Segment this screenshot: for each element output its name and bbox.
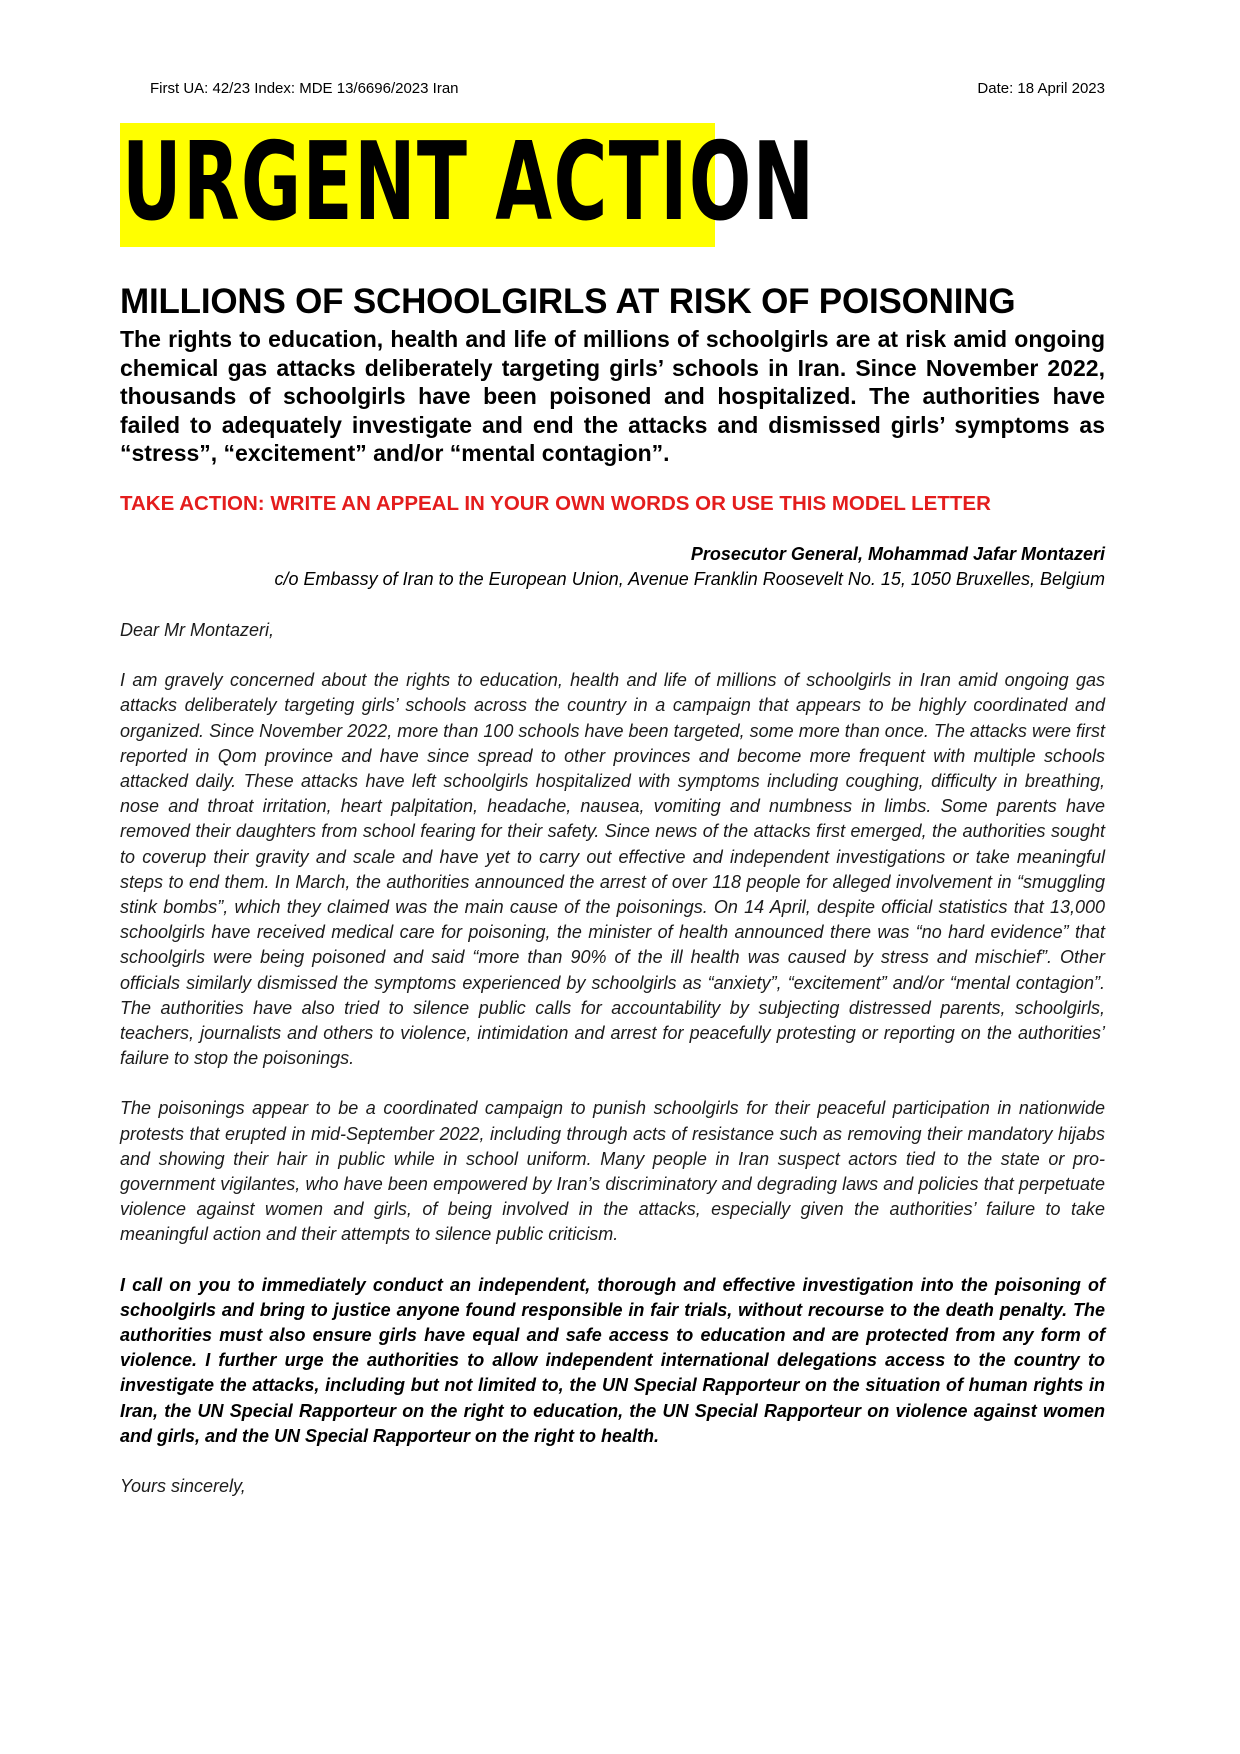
- letter-paragraph: I am gravely concerned about the rights to education, health and life of millions of schoolgirls in Iran amid ongoing gas attacks deliberately targeting girls’ schools across the country in a campaign that appears to be highly coordinated and organized. Since November 2022, more than 100 schools have been targeted, some more than once. The attacks were first reported in Qom province and have since spread to other provinces and become more frequent with multiple schools attacked daily. These attacks have left schoolgirls hospitalized with symptoms including coughing, difficulty in breathing, nose and throat irritation, heart palpitation, headache, nausea, vomiting and numbness in limbs. Some parents have removed their daughters from school fearing for their safety. Since news of the attacks first emerged, the authorities sought to coverup their gravity and scale and have yet to carry out effective and independent investigations or take meaningful steps to end them. In March, the authorities announced the arrest of over 118 people for alleged involvement in “smuggling stink bombs”, which they claimed was the main cause of the poisonings. On 14 April, despite official statistics that 13,000 schoolgirls have received medical care for poisoning, the minister of health announced there was “no hard evidence” that schoolgirls were being poisoned and said “more than 90% of the ill health was caused by stress and mischief”. Other officials similarly dismissed the symptoms experienced by schoolgirls as “anxiety”, “excitement” and/or “mental contagion”. The authorities have also tried to silence public calls for accountability by subjecting distressed parents, schoolgirls, teachers, journalists and others to violence, intimidation and arrest for peacefully protesting or reporting on the authorities’ failure to stop the poisonings.: [120, 670, 1105, 1069]
- letter-demands-paragraph: I call on you to immediately conduct an independent, thorough and effective investigation into the poisoning of schoolgirls and bring to justice anyone found responsible in fair trials, without recourse to the death penalty. The authorities must also ensure girls have equal and safe access to education and are protected from any form of violence. I further urge the authorities to allow independent international delegations access to the country to investigate the attacks, including but not limited to, the UN Special Rapporteur on the situation of human rights in Iran, the UN Special Rapporteur on the right to education, the UN Special Rapporteur on violence against women and girls, and the UN Special Rapporteur on the right to health.: [120, 1274, 1105, 1446]
- document-index: First UA: 42/23 Index: MDE 13/6696/2023 Iran: [150, 80, 459, 97]
- addressee-block: [275, 542, 1105, 592]
- document-date: Date: 18 April 2023: [977, 80, 1105, 97]
- take-action-heading: TAKE ACTION: WRITE AN APPEAL IN YOUR OWN WORDS OR USE THIS MODEL LETTER: [120, 492, 991, 515]
- model-letter: [120, 618, 1105, 1499]
- document-header: [150, 80, 1105, 97]
- urgent-action-banner: [120, 120, 816, 247]
- letter-paragraph: The poisonings appear to be a coordinated campaign to punish schoolgirls for their peaceful participation in nationwide protests that erupted in mid-September 2022, including through acts of resistance such as removing their mandatory hijabs and showing their hair in public while in school uniform. Many people in Iran suspect actors tied to the state or pro-government vigilantes, who have been empowered by Iran’s discriminatory and degrading laws and policies that perpetuate violence against women and girls, of being involved in the attacks, especially given the authorities’ failure to take meaningful action and their attempts to silence public criticism.: [120, 1098, 1105, 1245]
- letter-closing: Yours sincerely,: [120, 1476, 246, 1497]
- addressee-address: c/o Embassy of Iran to the European Union, Avenue Franklin Roosevelt No. 15, 1050 Bruxelles, Belgium: [274, 569, 1105, 589]
- summary: The rights to education, health and life of millions of schoolgirls are at risk amid ongoing chemical gas attacks deliberately targeting girls’ schools in Iran. Since November 2022, thousands of schoolgirls have been poisoned and hospitalized. The authorities have failed to adequately investigate and end the attacks and dismissed girls’ symptoms as “stress”, “excitement” and/or “mental contagion”.: [120, 326, 1105, 466]
- letter-salutation: Dear Mr Montazeri,: [120, 620, 275, 640]
- addressee-name: Prosecutor General, Mohammad Jafar Montazeri: [690, 544, 1105, 564]
- urgent-action-title: URGENT ACTION: [122, 120, 816, 245]
- headline: MILLIONS OF SCHOOLGIRLS AT RISK OF POISONING: [120, 282, 1016, 321]
